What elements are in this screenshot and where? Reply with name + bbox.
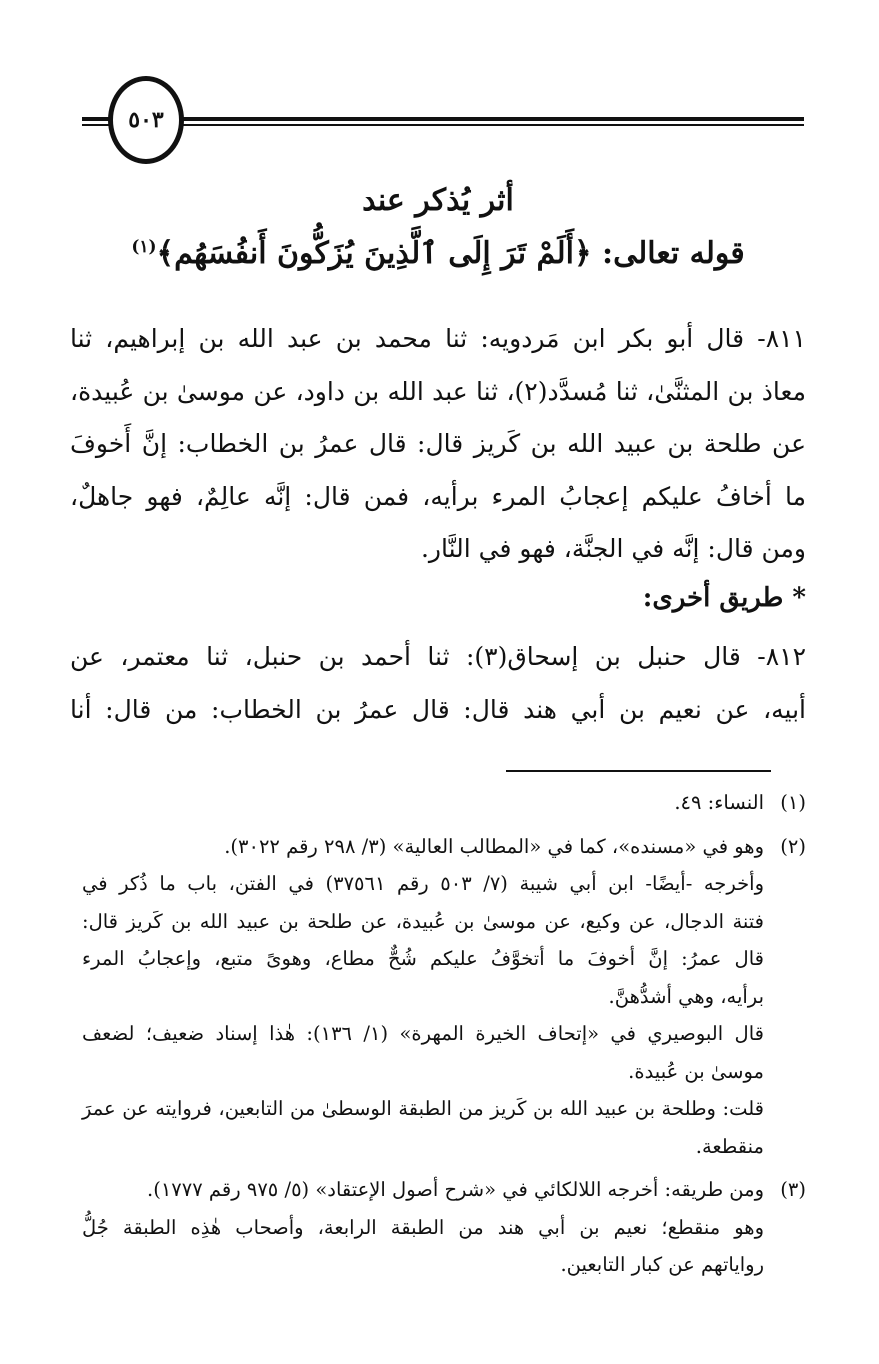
footnote-line: برأيه، وهي أشدُّهنَّ. bbox=[608, 984, 764, 1008]
footnote-number: (٣) bbox=[780, 1178, 806, 1201]
subheading-another-route: * طريق أخرى: bbox=[642, 583, 806, 613]
footnote-1 bbox=[82, 784, 806, 822]
footnote-line: فتنة الدجال، عن وكيع، عن موسىٰ بن عُبيدة، عن طلحة بن عبيد الله بن كَريز قال: bbox=[82, 909, 764, 933]
paragraph-line: ٨١٢- قال حنبل بن إسحاق(٣): ثنا أحمد بن حنبل، ثنا معتمر، عن bbox=[70, 642, 807, 671]
paragraph-line: معاذ بن المثنَّىٰ، ثنا مُسدَّد(٢)، ثنا عبد الله بن داود، عن موسىٰ بن عُبيدة، bbox=[70, 376, 807, 406]
footnote-line: وأخرجه -أيضًا- ابن أبي شيبة (٧/ ٥٠٣ رقم ٣٧٥٦١) في الفتن، باب ما ذُكر في bbox=[82, 872, 764, 895]
paragraph-line: عن طلحة بن عبيد الله بن كَريز قال: قال عمرُ بن الخطاب: إنَّ أَخوفَ bbox=[70, 429, 806, 458]
footnote-body bbox=[82, 828, 764, 1166]
footnote-ref-1: (١) bbox=[131, 237, 157, 257]
footnotes bbox=[82, 784, 806, 1290]
footnote-line: قلت: وطلحة بن عبيد الله بن كَريز من الطبقة الوسطىٰ من التابعين، فروايته عن عمرَ bbox=[82, 1097, 764, 1120]
title-prefix: قوله تعالى: bbox=[591, 236, 745, 271]
paragraph-line: ما أخافُ عليكم إعجابُ المرء برأيه، فمن قال: إنَّه عالِمٌ، فهو جاهلٌ، bbox=[70, 481, 806, 511]
footnote-3 bbox=[82, 1171, 806, 1284]
footnote-line: قال عمرُ: إنَّ أخوفَ ما أتخوَّفُ عليكم شُحٌّ مطاع، وهوىً متبع، وإعجابُ المرء bbox=[82, 947, 764, 970]
footnote-number: (٢) bbox=[780, 834, 806, 858]
paragraph-line: ٨١١- قال أبو بكر ابن مَردويه: ثنا محمد بن عبد الله بن إبراهيم، ثنا bbox=[70, 324, 806, 353]
footnote-line: النساء: ٤٩. bbox=[674, 791, 764, 814]
footnote-line: ومن طريقه: أخرجه اللالكائي في «شرح أصول الإعتقاد» (٥/ ٩٧٥ رقم ١٧٧٧). bbox=[147, 1178, 764, 1201]
footnote-number: (١) bbox=[780, 791, 806, 814]
footnote-body bbox=[82, 784, 764, 822]
section-title-line1: أثر يُذكر عند bbox=[362, 183, 514, 218]
paragraph-811 bbox=[70, 313, 806, 576]
paragraph-line: ومن قال: إنَّه في الجنَّة، فهو في النَّار. bbox=[420, 534, 806, 563]
footnote-line: وهو منقطع؛ نعيم بن أبي هند من الطبقة الرابعة، وأصحاب هٰذِه الطبقة جُلُّ bbox=[82, 1215, 764, 1239]
quran-verse: ﴿أَلَمْ تَرَ إِلَى ٱلَّذِينَ يُزَكُّونَ أَنفُسَهُم﴾ bbox=[156, 236, 592, 271]
footnote-line: قال البوصيري في «إتحاف الخيرة المهرة» (١/ ١٣٦): هٰذا إسناد ضعيف؛ لضعف bbox=[82, 1022, 764, 1045]
footnote-2 bbox=[82, 828, 806, 1166]
footnote-line: منقطعة. bbox=[695, 1134, 764, 1158]
page-number: ٥٠٣ bbox=[128, 107, 164, 133]
header-rule-thick bbox=[180, 117, 804, 121]
paragraph-line: أبيه، عن نعيم بن أبي هند قال: قال عمرُ بن الخطاب: من قال: أنا bbox=[70, 694, 806, 724]
footnote-body bbox=[82, 1171, 764, 1284]
footnote-line: وهو في «مسنده»، كما في «المطالب العالية» (٣/ ٢٩٨ رقم ٣٠٢٢). bbox=[224, 834, 764, 858]
section-title-line2 bbox=[70, 236, 806, 271]
footnote-line: موسىٰ بن عُبيدة. bbox=[628, 1059, 764, 1083]
paragraph-812 bbox=[70, 631, 806, 736]
page-number-badge bbox=[108, 76, 184, 164]
footnote-separator bbox=[506, 770, 771, 772]
header-rule-thin bbox=[180, 124, 804, 126]
page-header bbox=[0, 0, 879, 170]
footnote-line: رواياتهم عن كبار التابعين. bbox=[560, 1253, 764, 1276]
